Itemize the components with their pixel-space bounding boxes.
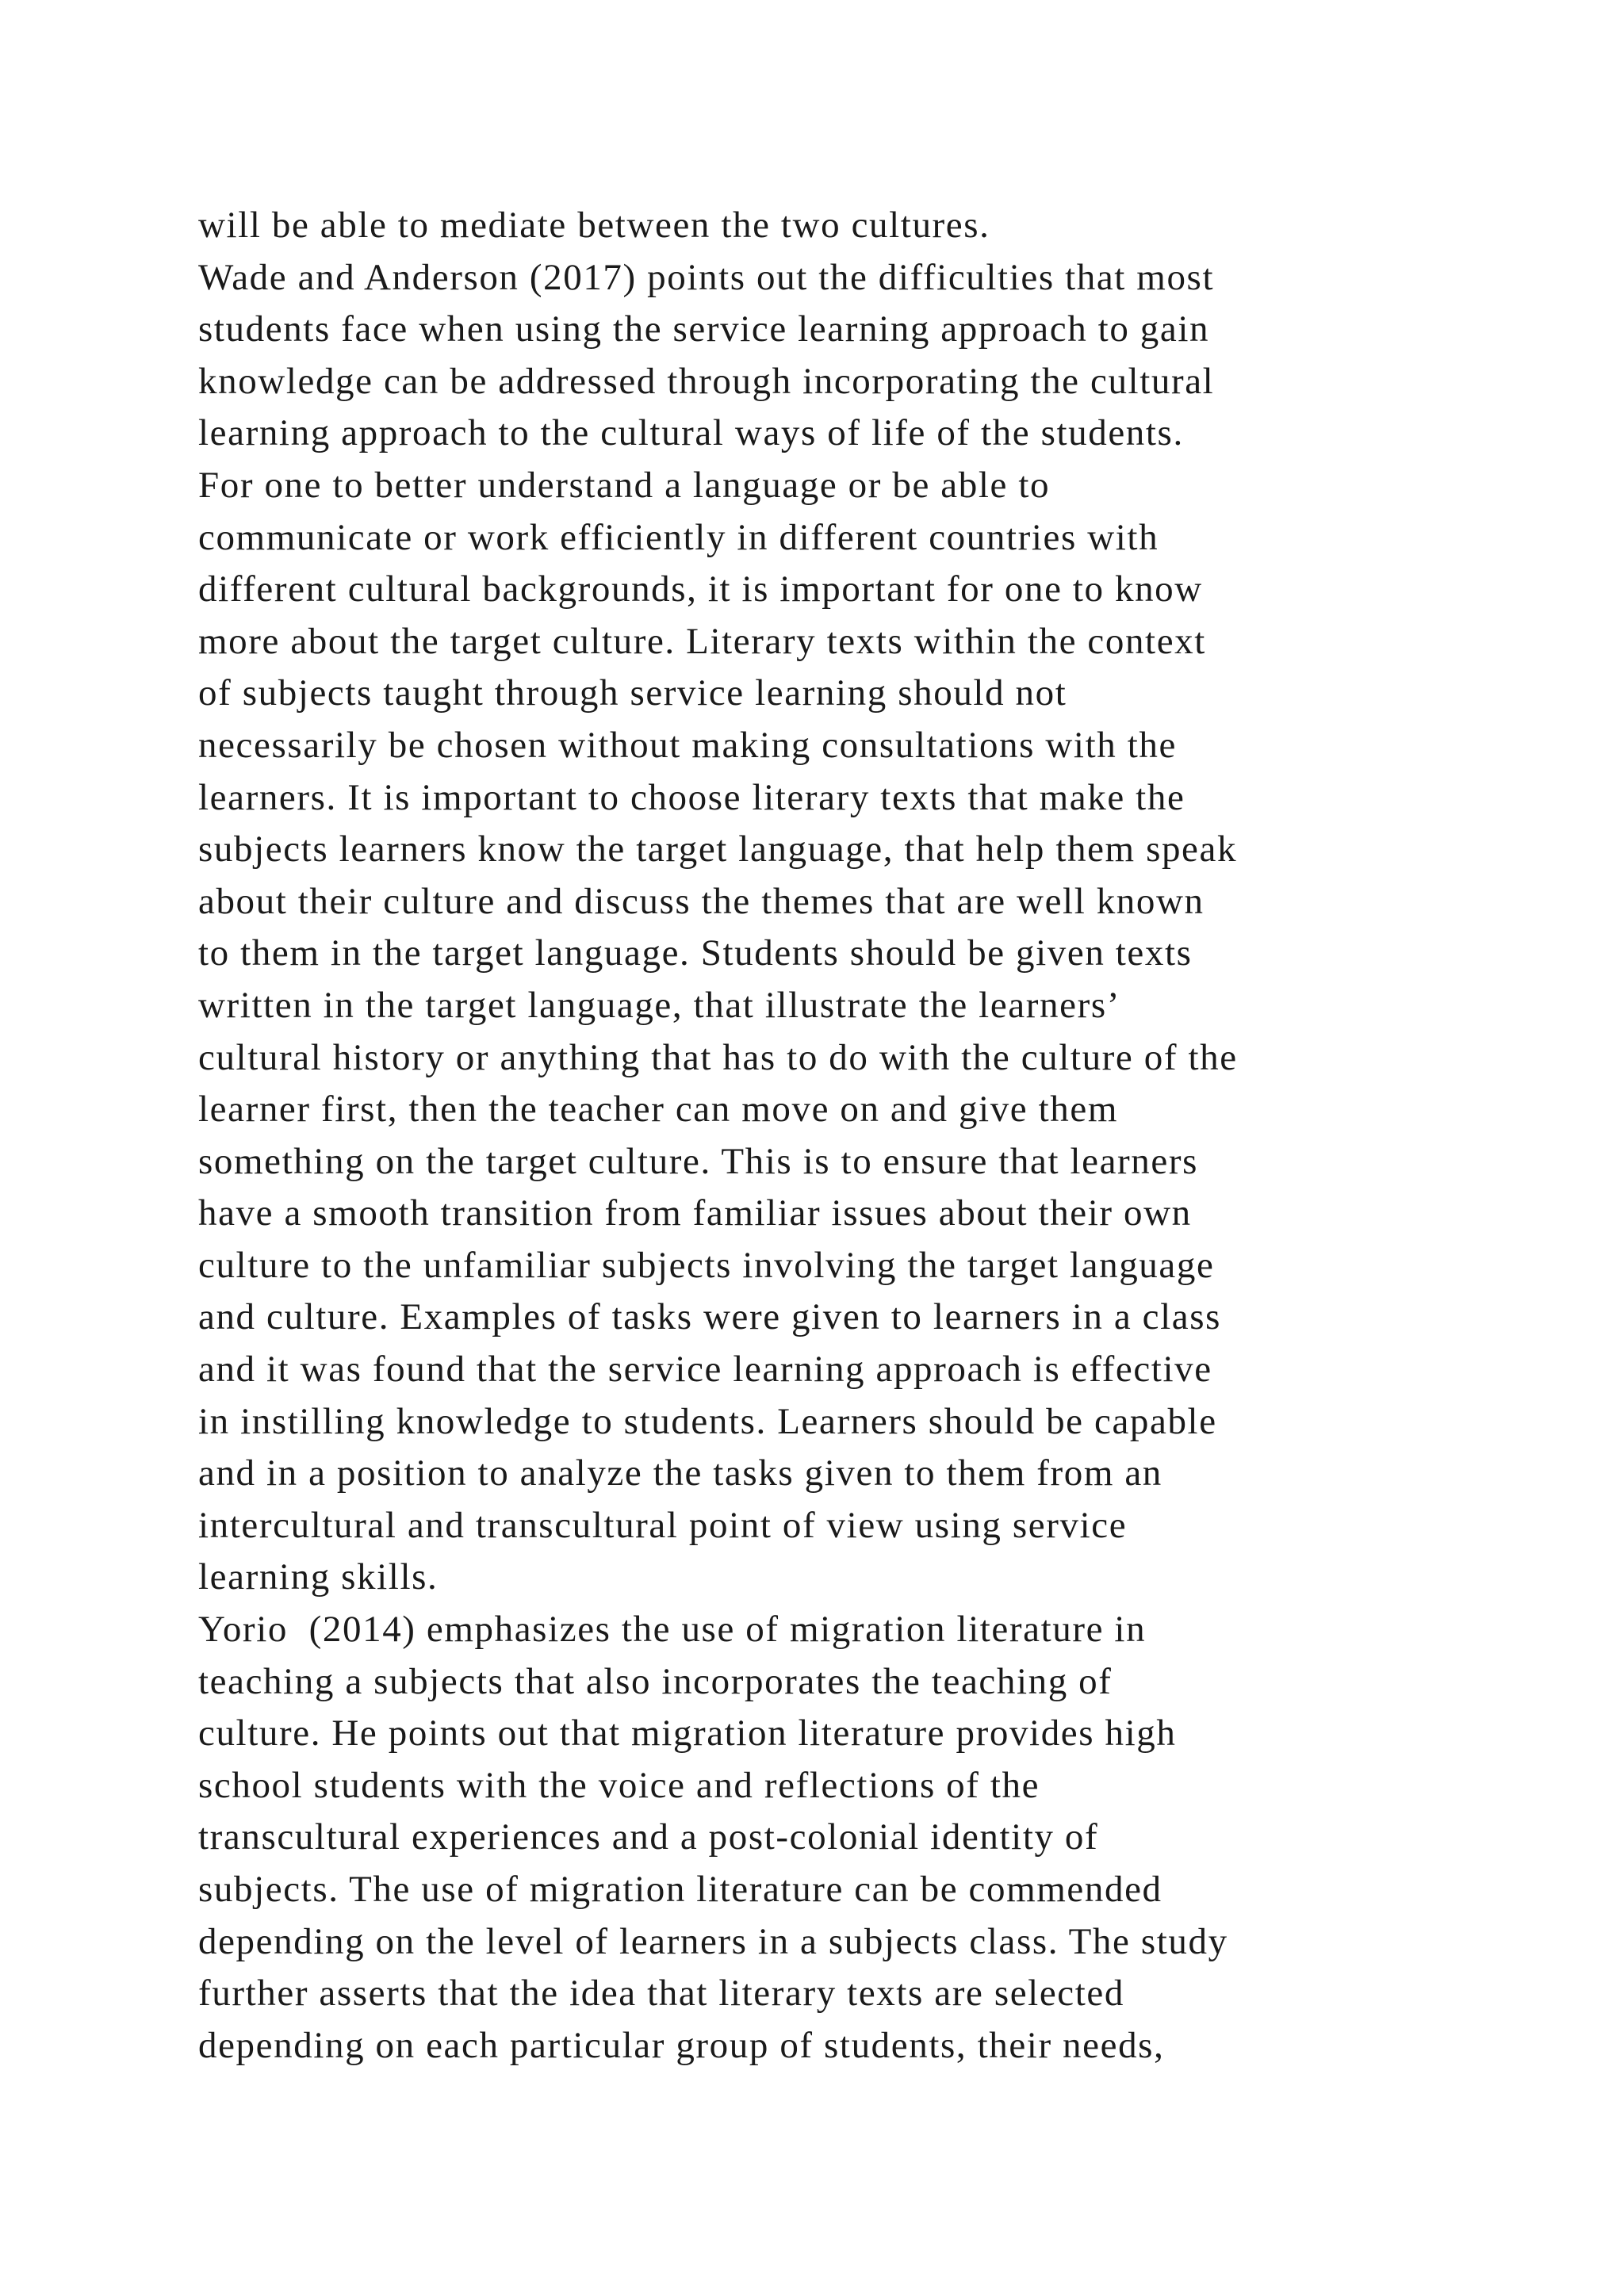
text-line: and it was found that the service learning approach is effective (198, 1349, 1212, 1391)
text-line: more about the target culture. Literary texts within the context (198, 620, 1206, 662)
text-line: something on the target culture. This is to ensure that learners (198, 1140, 1199, 1182)
text-line: of subjects taught through service learning should not (198, 672, 1067, 714)
text-line: Wade and Anderson (2017) points out the difficulties that most (198, 256, 1215, 298)
text-line: have a smooth transition from familiar issues about their own (198, 1192, 1192, 1234)
text-line: in instilling knowledge to students. Learners should be capable (198, 1400, 1217, 1442)
text-line: depending on each particular group of students, their needs, (198, 2024, 1165, 2066)
text-line: depending on the level of learners in a subjects class. The study (198, 1920, 1228, 1962)
text-line: learning skills. (198, 1556, 439, 1598)
text-line: and culture. Examples of tasks were given to learners in a class (198, 1296, 1222, 1338)
text-line: written in the target language, that illustrate the learners’ (198, 984, 1120, 1026)
text-line: culture to the unfamiliar subjects involving the target language (198, 1244, 1215, 1286)
text-line: transcultural experiences and a post-colonial identity of (198, 1816, 1099, 1858)
text-line: school students with the voice and reflections of the (198, 1764, 1040, 1806)
text-line: culture. He points out that migration literature provides high (198, 1712, 1177, 1755)
text-line: communicate or work efficiently in different countries with (198, 516, 1159, 558)
text-line: necessarily be chosen without making consultations with the (198, 724, 1177, 766)
text-line: learners. It is important to choose literary texts that make the (198, 776, 1185, 818)
text-line: cultural history or anything that has to do with the culture of the (198, 1036, 1238, 1078)
text-line: will be able to mediate between the two cultures. (198, 205, 990, 246)
text-line: further asserts that the idea that literary texts are selected (198, 1973, 1124, 2015)
text-line: learner first, then the teacher can move on and give them (198, 1089, 1118, 1131)
text-line: about their culture and discuss the themes that are well known (198, 880, 1205, 922)
text-line: to them in the target language. Students should be given texts (198, 932, 1193, 974)
text-line: students face when using the service learning approach to gain (198, 308, 1210, 350)
text-line: teaching a subjects that also incorporates the teaching of (198, 1660, 1113, 1702)
text-line: subjects learners know the target language, that help them speak (198, 828, 1238, 871)
text-line: Yorio (2014) emphasizes the use of migration literature in (198, 1609, 1147, 1651)
text-line: subjects. The use of migration literature can be commended (198, 1869, 1162, 1910)
text-line: learning approach to the cultural ways of life of the students. (198, 412, 1184, 454)
text-line: knowledge can be addressed through incorporating the cultural (198, 360, 1215, 402)
text-line: different cultural backgrounds, it is important for one to know (198, 568, 1203, 610)
text-line: intercultural and transcultural point of view using service (198, 1504, 1128, 1546)
body-text (198, 200, 1530, 2072)
text-line: For one to better understand a language or be able to (198, 464, 1051, 506)
text-line: and in a position to analyze the tasks given to them from an (198, 1452, 1162, 1494)
